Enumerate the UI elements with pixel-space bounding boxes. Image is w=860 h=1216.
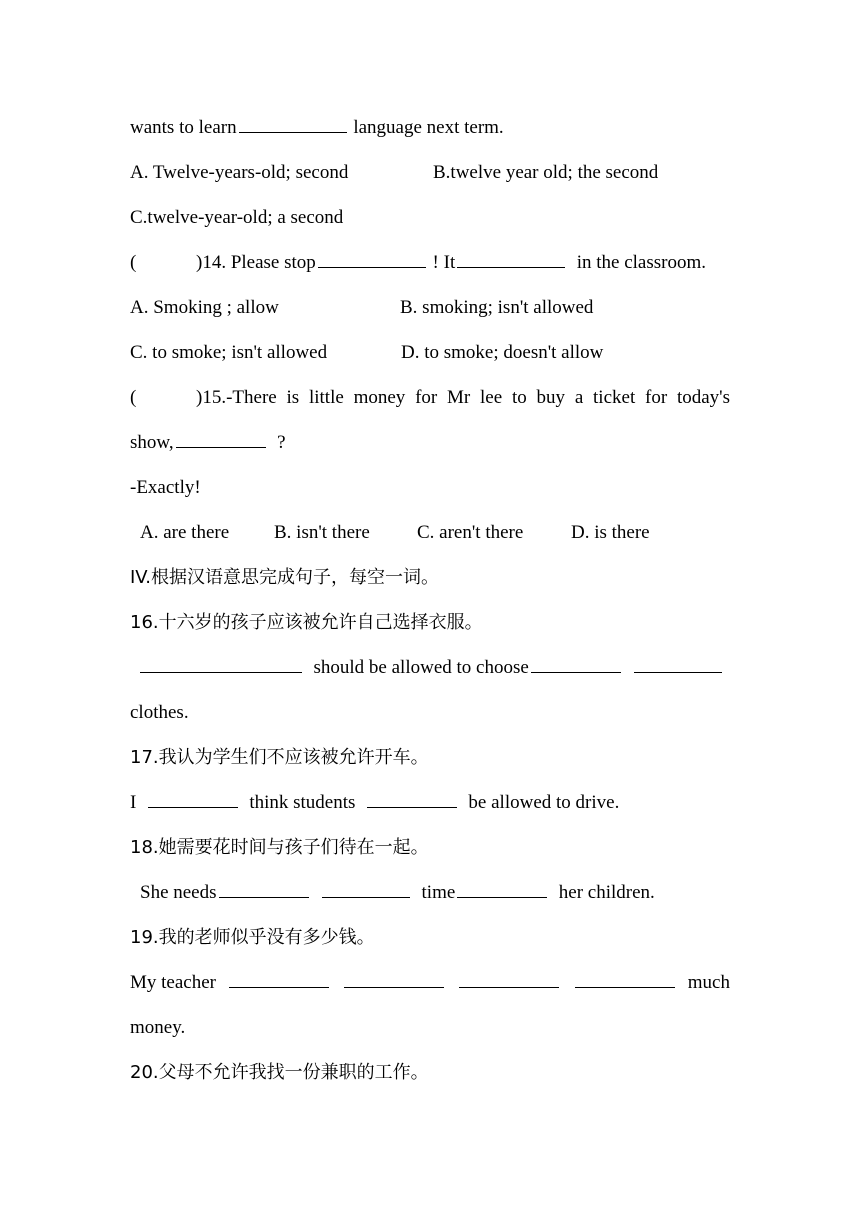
q18-english — [140, 881, 655, 905]
q16-prompt: 16.十六岁的孩子应该被允许自己选择衣服。 — [130, 612, 483, 633]
q14-options-row2-d — [401, 341, 603, 365]
q14-option-a: A. Smoking ; allow — [130, 297, 279, 318]
q15-word: little — [308, 387, 344, 408]
q13-options-row1 — [130, 161, 348, 185]
q15-word: a — [574, 387, 584, 408]
q17-blank-1[interactable] — [148, 791, 238, 808]
q15-option-c: C. aren't there — [417, 522, 524, 543]
q15-option-a: A. are there — [140, 522, 230, 543]
q17-text-c: be allowed to drive. — [468, 792, 620, 813]
q16-chinese — [130, 611, 483, 635]
q13-option-b: B.twelve year old; the second — [433, 162, 659, 183]
q15-word: for — [645, 387, 668, 408]
q15-word: today's — [676, 387, 730, 408]
q14-option-b: B. smoking; isn't allowed — [400, 297, 594, 318]
q15-question-mark: ? — [277, 432, 286, 453]
q15-option-d-row — [571, 521, 650, 545]
q15-word: is — [286, 387, 300, 408]
q13-options-row1-b — [433, 161, 658, 185]
q18-blank-3[interactable] — [457, 881, 547, 898]
q15-word: )15.-There — [196, 387, 277, 408]
q14-options-row1 — [130, 296, 279, 320]
q15-word: money — [353, 387, 406, 408]
q13-option-c: C.twelve-year-old; a second — [130, 207, 344, 228]
q15-reply-text: -Exactly! — [130, 477, 201, 498]
q18-prompt: 18.她需要花时间与孩子们待在一起。 — [130, 837, 429, 858]
q19-blank-4[interactable] — [575, 971, 675, 988]
q15-answer-bracket[interactable]: ( — [130, 387, 137, 408]
q18-chinese — [130, 836, 429, 860]
q19-english-line2 — [130, 1016, 185, 1040]
q19-blank-2[interactable] — [344, 971, 444, 988]
q13-blank[interactable] — [239, 116, 347, 133]
q16-blank-3[interactable] — [634, 656, 722, 673]
q15-stem-start — [130, 386, 277, 410]
q19-text-b: much — [687, 972, 730, 993]
q15-reply — [130, 476, 201, 500]
q14-blank-2[interactable] — [457, 251, 565, 268]
q15-option-c-row — [417, 521, 523, 545]
q19-tail: money. — [130, 1017, 186, 1038]
q18-text-a: She needs — [140, 882, 217, 903]
q15-stem-line2 — [130, 431, 286, 455]
q17-blank-2[interactable] — [367, 791, 457, 808]
q14-blank-1[interactable] — [318, 251, 426, 268]
q14-option-c: C. to smoke; isn't allowed — [130, 342, 328, 363]
q18-blank-2[interactable] — [322, 881, 410, 898]
q17-prompt: 17.我认为学生们不应该被允许开车。 — [130, 747, 429, 768]
q13-option-a: A. Twelve-years-old; second — [130, 162, 349, 183]
q15-word: for — [415, 387, 438, 408]
q20-prompt: 20.父母不允许我找一份兼职的工作。 — [130, 1062, 429, 1083]
q16-blank-2[interactable] — [531, 656, 621, 673]
q16-blank-1[interactable] — [140, 656, 302, 673]
q15-word: Mr — [447, 387, 471, 408]
q17-text-b: think students — [249, 792, 356, 813]
q13-stem — [130, 116, 504, 140]
q14-options-row2 — [130, 341, 327, 365]
q19-prompt: 19.我的老师似乎没有多少钱。 — [130, 927, 375, 948]
q15-option-a-row — [140, 521, 229, 545]
q15-option-d: D. is there — [571, 522, 650, 543]
q18-text-c: her children. — [558, 882, 655, 903]
q14-stem-text: )14. Please stop — [196, 252, 316, 273]
q19-chinese — [130, 926, 375, 950]
q20-chinese — [130, 1061, 429, 1085]
q15-stem — [130, 386, 730, 410]
q17-text-a: I — [130, 792, 137, 813]
section-iv-title — [130, 566, 439, 590]
q15-word: to — [511, 387, 527, 408]
q15-word: ticket — [593, 387, 636, 408]
q13-stem-text: wants to learn — [130, 117, 237, 138]
q14-stem-tail: in the classroom. — [576, 252, 707, 273]
q16-english-line2 — [130, 701, 189, 725]
q14-stem — [130, 251, 706, 275]
q15-blank[interactable] — [176, 431, 266, 448]
q19-blank-3[interactable] — [459, 971, 559, 988]
q14-options-row1-b — [400, 296, 593, 320]
q17-english — [130, 791, 619, 815]
q15-option-b-row — [274, 521, 370, 545]
q13-stem-tail: language next term. — [353, 117, 504, 138]
q19-blank-1[interactable] — [229, 971, 329, 988]
q18-text-b: time — [421, 882, 456, 903]
q14-answer-bracket[interactable]: ( — [130, 252, 137, 273]
q19-text-a: My teacher — [130, 972, 216, 993]
q15-option-b: B. isn't there — [274, 522, 370, 543]
q13-options-row2 — [130, 206, 343, 230]
q18-blank-1[interactable] — [219, 881, 309, 898]
q17-chinese — [130, 746, 429, 770]
q14-option-d: D. to smoke; doesn't allow — [401, 342, 604, 363]
section-iv-heading: IV.根据汉语意思完成句子，每空一词。 — [130, 567, 440, 588]
q15-word: lee — [480, 387, 503, 408]
q19-english — [130, 971, 730, 995]
q16-english — [138, 656, 724, 680]
q16-tail: clothes. — [130, 702, 189, 723]
q16-text: should be allowed to choose — [313, 657, 529, 678]
q15-line2-text: show, — [130, 432, 174, 453]
q14-stem-mid: ! It — [432, 252, 456, 273]
q15-word: buy — [536, 387, 566, 408]
